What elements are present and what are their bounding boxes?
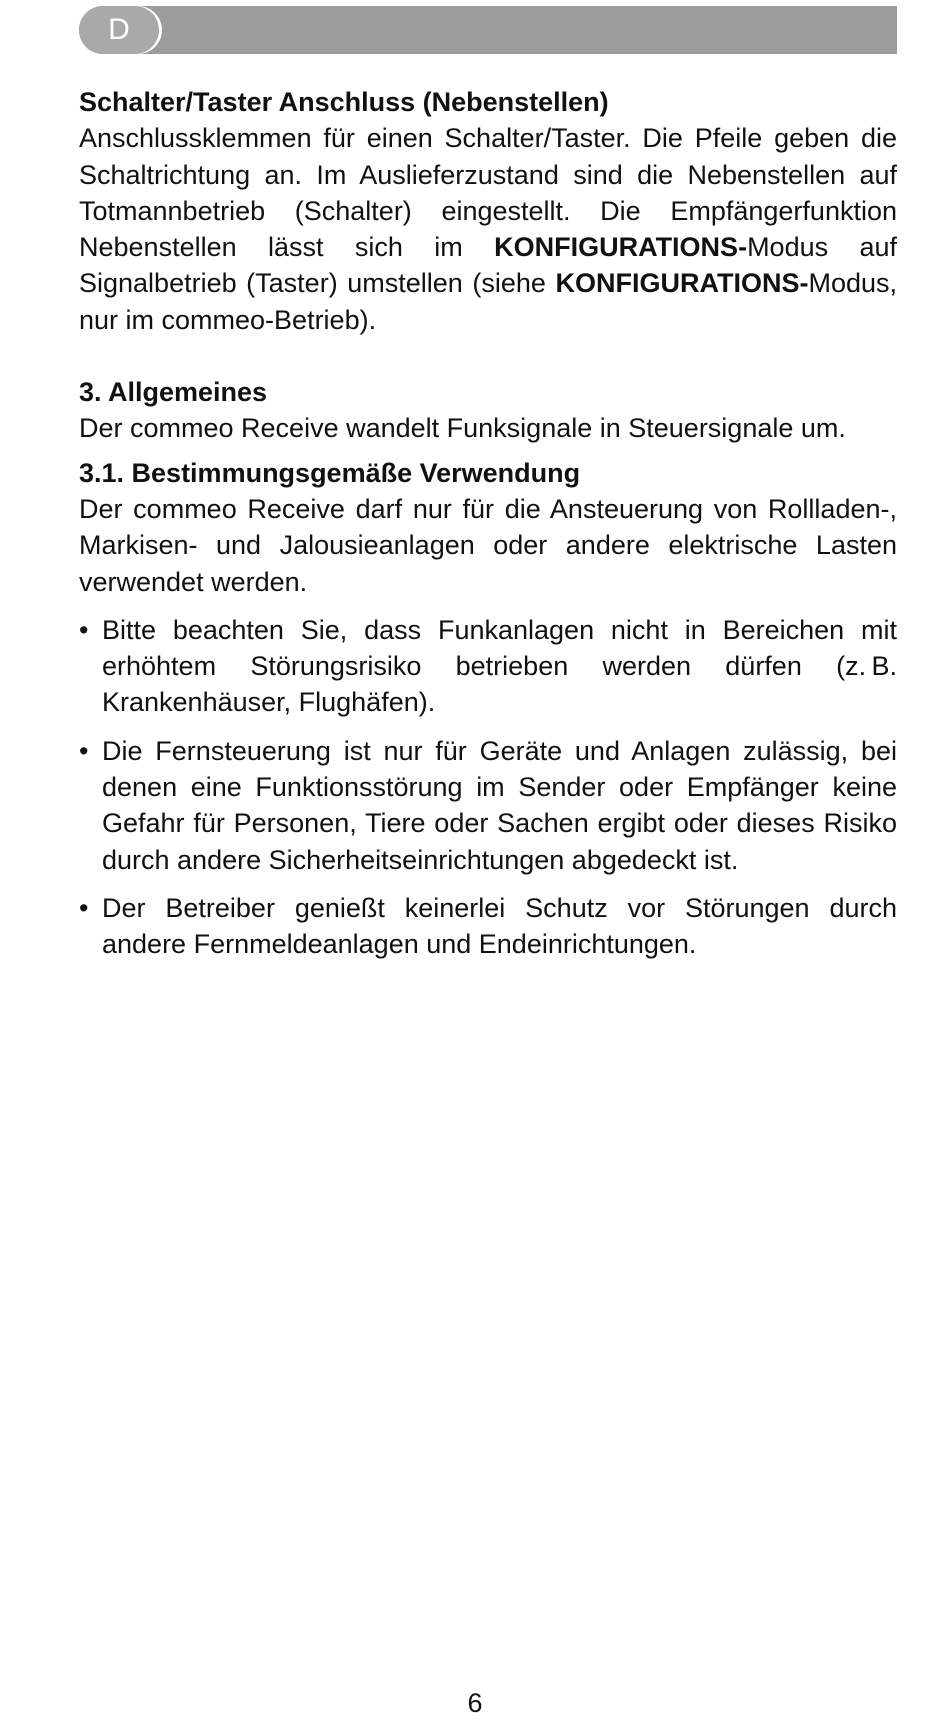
header-bar: [79, 6, 897, 54]
config-mode-term-b: KONFIGURATIONS-: [555, 268, 809, 299]
notice-list: [79, 612, 897, 963]
general-heading: 3. Allgemeines: [79, 377, 268, 408]
language-badge: D: [79, 6, 159, 54]
intended-use-heading: 3.1. Bestimmungsgemäße Verwendung: [79, 457, 581, 488]
list-item-text: Bitte beachten Sie, dass Funkanlagen nicht in Bereichen mit erhöhtem Störungsrisiko betrieben werden dürfen (z. B. Krankenhäuser, Flughäfen).: [102, 614, 897, 718]
bullet-icon: •: [79, 892, 89, 923]
list-item: [79, 733, 897, 878]
bullet-icon: •: [79, 735, 89, 766]
switch-text-a: Anschlussklemmen für einen Schalter/Taster. Die Pfeile geben die Schaltrichtung an. Im Auslieferzustand sind die Nebenstellen auf Totmannbetrieb (Schalter) eingestellt. Die Empfängerfunktion Nebenstellen lässt sich im: [79, 123, 897, 263]
config-mode-term-a: KONFIGURATIONS-: [494, 232, 748, 263]
list-item: [79, 890, 897, 963]
intended-use-paragraph: Der commeo Receive darf nur für die Ansteuerung von Rollladen-, Markisen- und Jalousieanlagen oder andere elektrische Lasten verwendet werden.: [79, 493, 897, 597]
page-number: 6: [467, 1688, 483, 1718]
switch-text-b: Modus auf Signalbetrieb (Taster) umstellen (siehe: [79, 232, 897, 299]
switch-connection-heading: Schalter/Taster Anschluss (Nebenstellen): [79, 87, 609, 117]
list-item-text: Der Betreiber genießt keinerlei Schutz vor Störungen durch andere Fernmeldeanlagen und Endeinrichtungen.: [102, 892, 897, 960]
bullet-icon: •: [79, 614, 89, 645]
spacer: [79, 338, 897, 374]
list-item: [79, 612, 897, 721]
general-paragraph: Der commeo Receive wandelt Funksignale in Steuersignale um.: [79, 413, 846, 444]
switch-text-c: Modus, nur im commeo-Betrieb).: [79, 268, 897, 335]
list-item-text: Die Fernsteuerung ist nur für Geräte und Anlagen zulässig, bei denen eine Funktionsstörung im Sender oder Empfänger keine Gefahr für Personen, Tiere oder Sachen ergibt oder dieses Risiko durch andere Sicherheitseinrichtungen abgedeckt ist.: [102, 735, 897, 875]
switch-connection-paragraph: [79, 120, 897, 338]
page-content: [79, 84, 897, 963]
spacer: [79, 447, 897, 455]
